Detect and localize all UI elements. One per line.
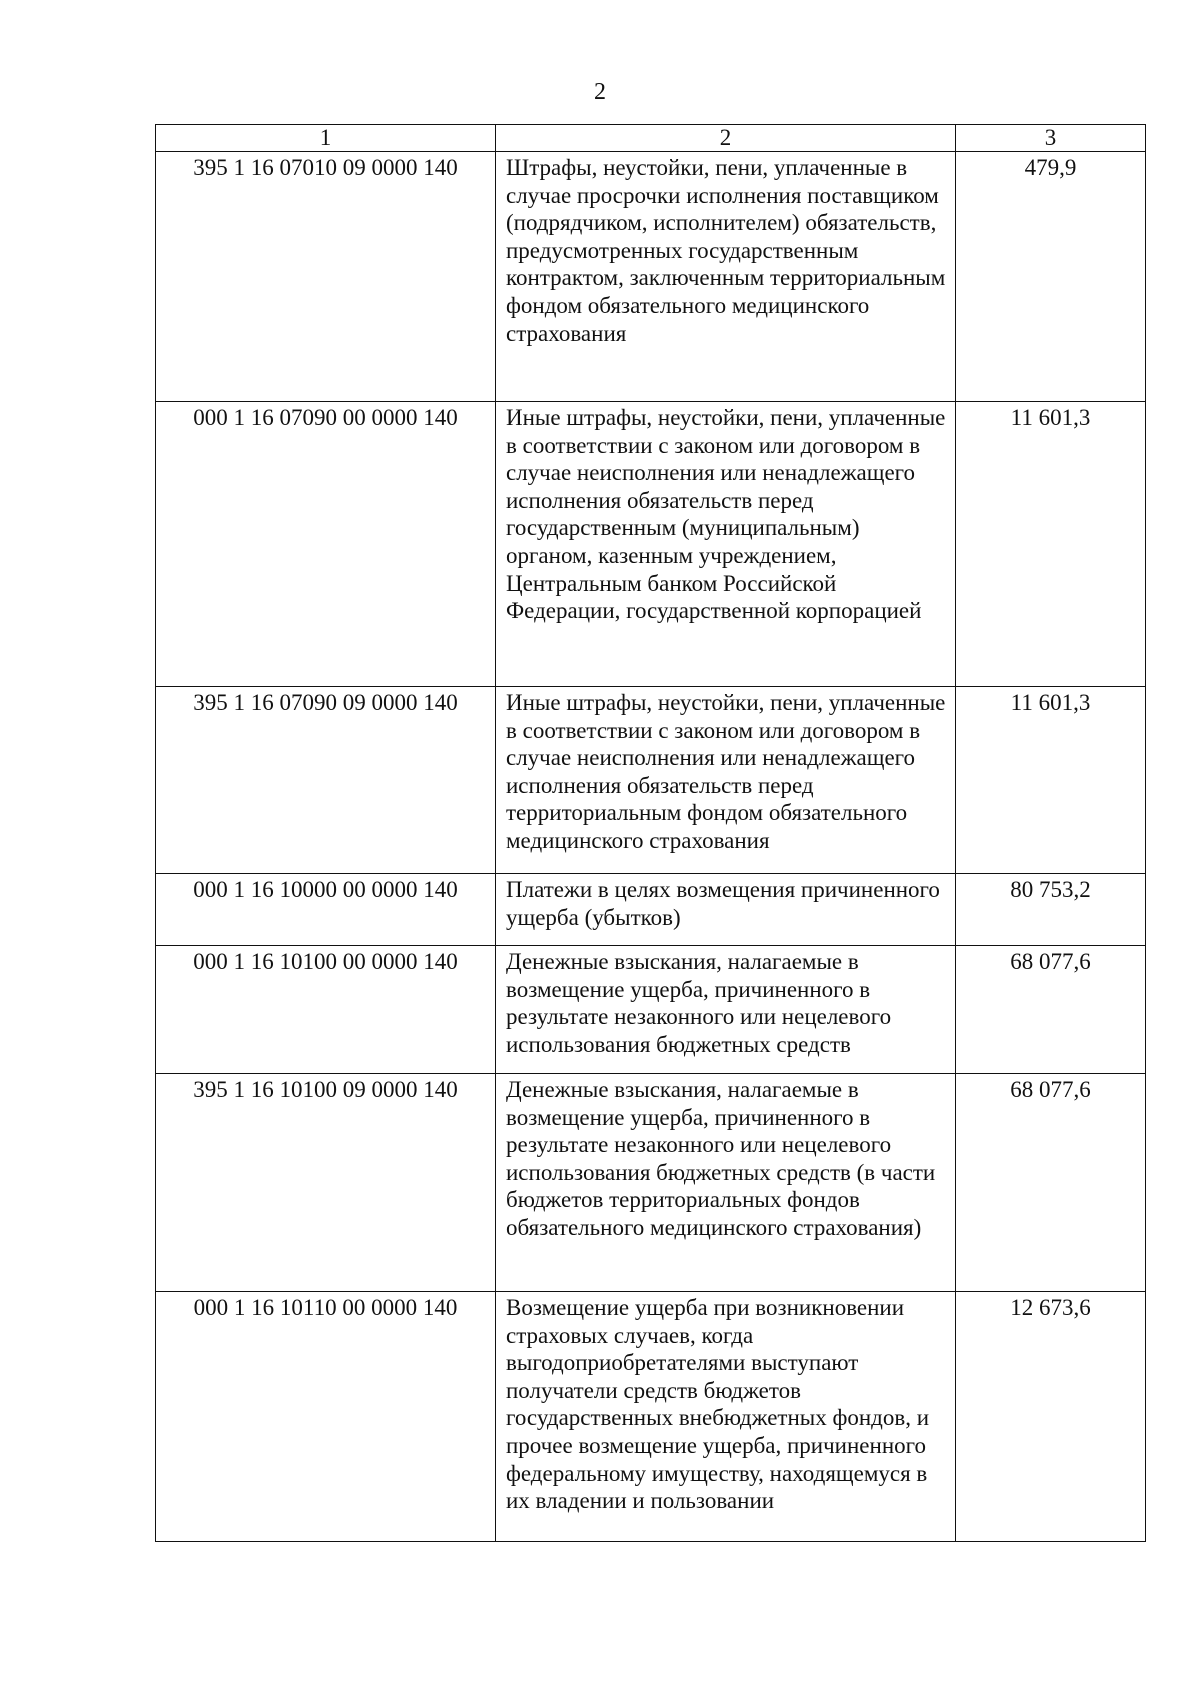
column-header-amount: 3 — [956, 125, 1146, 152]
row-amount: 479,9 — [956, 152, 1146, 402]
row-code: 395 1 16 07010 09 0000 140 — [156, 152, 496, 402]
row-amount: 12 673,6 — [956, 1292, 1146, 1542]
row-amount: 68 077,6 — [956, 1074, 1146, 1292]
row-name: Возмещение ущерба при возникновении страховых случаев, когда выгодоприобретателями выступают получатели средств бюджетов государственных внебюджетных фондов, и прочее возмещение ущерба, причиненного федеральному имуществу, находящемуся в их владении и пользовании — [496, 1292, 956, 1542]
row-code: 395 1 16 07090 09 0000 140 — [156, 687, 496, 874]
row-code: 000 1 16 07090 00 0000 140 — [156, 402, 496, 687]
table-row — [156, 1292, 1146, 1542]
row-code: 000 1 16 10000 00 0000 140 — [156, 874, 496, 946]
row-amount: 80 753,2 — [956, 874, 1146, 946]
table-row — [156, 402, 1146, 687]
row-code: 395 1 16 10100 09 0000 140 — [156, 1074, 496, 1292]
row-name: Штрафы, неустойки, пени, уплаченные в случае просрочки исполнения поставщиком (подрядчиком, исполнителем) обязательств, предусмотренных государственным контрактом, заключенным территориальным фондом обязательного медицинского страхования — [496, 152, 956, 402]
table-row — [156, 1074, 1146, 1292]
row-name: Иные штрафы, неустойки, пени, уплаченные в соответствии с законом или договором в случае неисполнения или ненадлежащего исполнения обязательств перед территориальным фондом обязательного медицинского страхования — [496, 687, 956, 874]
row-amount: 68 077,6 — [956, 946, 1146, 1074]
row-name: Денежные взыскания, налагаемые в возмещение ущерба, причиненного в результате незаконного или нецелевого использования бюджетных средств (в части бюджетов территориальных фондов обязательного медицинского страхования) — [496, 1074, 956, 1292]
row-code: 000 1 16 10100 00 0000 140 — [156, 946, 496, 1074]
row-amount: 11 601,3 — [956, 402, 1146, 687]
page-number: 2 — [594, 79, 606, 105]
row-name: Денежные взыскания, налагаемые в возмещение ущерба, причиненного в результате незаконного или нецелевого использования бюджетных средств — [496, 946, 956, 1074]
column-header-name: 2 — [496, 125, 956, 152]
budget-table — [155, 124, 1146, 1542]
row-name: Иные штрафы, неустойки, пени, уплаченные в соответствии с законом или договором в случае неисполнения или ненадлежащего исполнения обязательств перед государственным (муниципальным) органом, казенным учреждением, Центральным банком Российской Федерации, государственной корпорацией — [496, 402, 956, 687]
table-row — [156, 152, 1146, 402]
row-name: Платежи в целях возмещения причиненного ущерба (убытков) — [496, 874, 956, 946]
table-row — [156, 687, 1146, 874]
table-header-row — [156, 125, 1146, 152]
row-amount: 11 601,3 — [956, 687, 1146, 874]
row-code: 000 1 16 10110 00 0000 140 — [156, 1292, 496, 1542]
table-row — [156, 946, 1146, 1074]
table-row — [156, 874, 1146, 946]
column-header-code: 1 — [156, 125, 496, 152]
